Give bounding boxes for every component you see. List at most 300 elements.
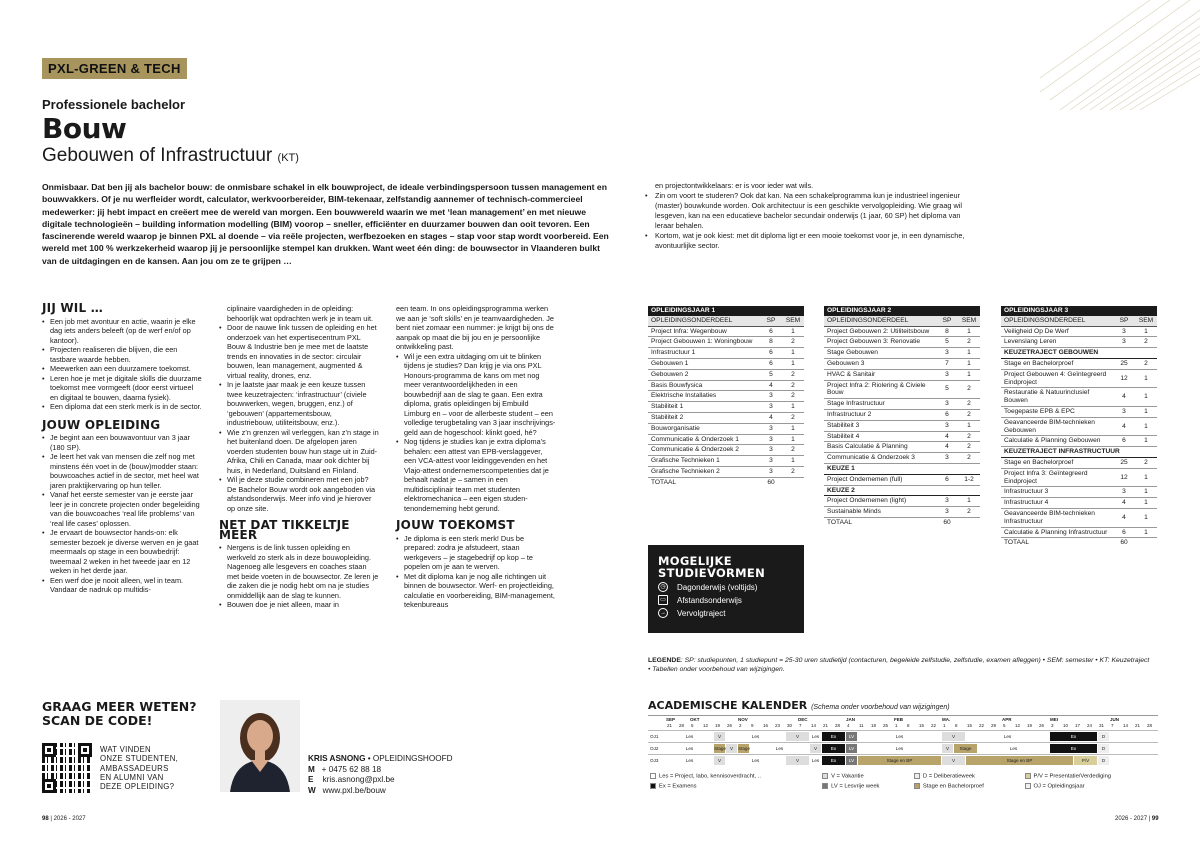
legend-item — [1023, 782, 1158, 792]
table-cell: SP — [760, 316, 782, 326]
table-row — [1001, 468, 1157, 487]
table-row — [824, 337, 980, 348]
table-cell: 4 — [760, 412, 782, 423]
table-cell: 1 — [1135, 388, 1157, 407]
table-cell: 2 — [958, 507, 980, 518]
category-tag: PXL-GREEN & TECH — [42, 58, 187, 79]
table-row — [824, 442, 980, 453]
table-cell: 6 — [1113, 436, 1135, 447]
table-cell: 6 — [1113, 527, 1135, 538]
calendar-day: 30 — [787, 723, 793, 728]
table-cell: 1 — [1135, 487, 1157, 498]
section-heading: JIJ WIL … — [42, 301, 103, 315]
screen-icon: ▭ — [658, 595, 668, 605]
table-cell: 5 — [760, 369, 782, 380]
table-section-row — [1001, 348, 1157, 359]
calendar-day: 22 — [979, 723, 985, 728]
calendar-block: Les — [811, 758, 820, 763]
table-row — [1001, 388, 1157, 407]
calendar-block: D — [1098, 756, 1109, 765]
table-cell: SEM — [1135, 316, 1157, 326]
table-row — [1001, 326, 1157, 337]
calendar-row-label: OJ1 — [650, 734, 659, 739]
calendar-day: 1 — [943, 723, 946, 728]
table-cell: 3 — [1113, 406, 1135, 417]
table-cell: TOTAAL — [824, 517, 936, 527]
table-cell: KEUZETRAJECT GEBOUWEN — [1001, 348, 1157, 359]
calendar-block: Les — [726, 756, 785, 765]
table-row — [1001, 508, 1157, 527]
legend-swatch — [1025, 773, 1031, 779]
calendar-row-label: OJ2 — [650, 746, 659, 751]
calendar-block: V — [786, 732, 809, 741]
arrow-icon: → — [660, 610, 666, 616]
calendar-block: V — [714, 732, 725, 741]
legend-item — [820, 782, 912, 792]
table-row — [648, 456, 804, 467]
calendar-block: V — [786, 756, 809, 765]
table-cell: Project Gebouwen 4: Geïntegreerd Eindproject — [1001, 369, 1113, 388]
table-cell: 3 — [760, 402, 782, 413]
table-cell: Elektrische Installaties — [648, 391, 760, 402]
table-row — [1001, 457, 1157, 468]
table-cell: 3 — [936, 453, 958, 464]
calendar-block: V — [942, 744, 953, 753]
table-year-2 — [824, 306, 980, 528]
calendar-day: 2 — [739, 723, 742, 728]
table-cell: Project Gebouwen 3: Renovatie — [824, 337, 936, 348]
calendar-day: 28 — [835, 723, 841, 728]
legend-swatch — [914, 773, 920, 779]
table-cell: 4 — [936, 431, 958, 442]
calendar-day: 14 — [1123, 723, 1129, 728]
legend-swatch — [822, 783, 828, 789]
calendar-block: Les — [966, 732, 1049, 741]
legend-swatch — [822, 773, 828, 779]
table-row — [1001, 406, 1157, 417]
table-cell: 3 — [936, 420, 958, 431]
table-cell: Gebouwen 3 — [824, 358, 936, 369]
table-cell: 2 — [782, 445, 804, 456]
table-cell: 2 — [958, 399, 980, 410]
website-link[interactable]: www.pxl.be/bouw — [322, 786, 386, 796]
legend-row — [648, 772, 1158, 782]
table-section-row — [1001, 447, 1157, 458]
table-cell: Geavanceerde BIM-technieken Gebouwen — [1001, 417, 1113, 436]
table-row — [648, 326, 804, 337]
table-cell: 2 — [782, 391, 804, 402]
table-title-row — [1001, 306, 1157, 316]
studievorm-item: → Vervolgtraject — [660, 608, 726, 618]
table-title: OPLEIDINGSJAAR 1 — [648, 306, 804, 316]
table-cell: 60 — [1113, 538, 1135, 548]
table-cell: 3 — [936, 348, 958, 359]
calendar-day: 28 — [679, 723, 685, 728]
table-cell: TOTAAL — [1001, 538, 1113, 548]
calendar-month: SEP — [666, 717, 676, 722]
table-cell: Stage en Bachelorproef — [1001, 358, 1113, 369]
table-cell: Infrastructuur 1 — [648, 348, 760, 359]
table-row — [824, 431, 980, 442]
table-cell: 1 — [1135, 436, 1157, 447]
table-cell: Gebouwen 1 — [648, 358, 760, 369]
table-row — [824, 474, 980, 485]
page-number-right: 2026 - 2027 | 99 — [1115, 816, 1159, 822]
table-row — [824, 507, 980, 518]
legend-swatch — [1025, 783, 1031, 789]
table-cell: 5 — [936, 380, 958, 399]
table-cell: Communicatie & Onderzoek 1 — [648, 434, 760, 445]
table-cell: 2 — [958, 337, 980, 348]
table-cell: 25 — [1113, 457, 1135, 468]
calendar-month: JUN — [1110, 717, 1120, 722]
table-cell: 3 — [1113, 326, 1135, 337]
table-row — [824, 453, 980, 464]
table-row — [648, 316, 804, 326]
calendar-month: APR — [1002, 717, 1012, 722]
table-cell: SP — [936, 316, 958, 326]
table-cell: 6 — [936, 409, 958, 420]
table-cell: OPLEIDINGSONDERDEEL — [648, 316, 760, 326]
studievorm-item: ◷ Dagonderwijs (voltijds) — [658, 582, 794, 592]
table-cell: 3 — [760, 423, 782, 434]
calendar-block: Ex — [822, 732, 845, 741]
table-row — [824, 358, 980, 369]
calendar-block: Les — [750, 744, 809, 753]
table-cell: Stage Infrastructuur — [824, 399, 936, 410]
calendar-day: 29 — [991, 723, 997, 728]
table-cell: Project Infra: Wegenbouw — [648, 326, 760, 337]
calendar-day: 12 — [703, 723, 709, 728]
calendar-block: Ex — [1050, 732, 1097, 741]
decorative-lines — [1040, 0, 1200, 110]
table-cell: Project Ondernemen (light) — [824, 496, 936, 507]
email-link[interactable]: kris.asnong@pxl.be — [322, 775, 395, 785]
calendar-block: Ex — [822, 744, 845, 753]
calendar-block: Stage — [738, 746, 751, 751]
table-cell: Project Infra 3: Geïntegreerd Eindproject — [1001, 468, 1113, 487]
table-row — [648, 391, 804, 402]
legend-swatch — [650, 773, 656, 779]
table-cell: KEUZE 1 — [824, 463, 980, 474]
table-cell: 2 — [958, 453, 980, 464]
table-row — [648, 434, 804, 445]
table-row — [648, 348, 804, 359]
clock-icon: ◷ — [658, 582, 668, 592]
calendar-block: Les — [666, 744, 713, 753]
table-cell: 2 — [958, 431, 980, 442]
calendar-day: 1 — [895, 723, 898, 728]
table-cell: Levenslang Leren — [1001, 337, 1113, 348]
calendar-day: 31 — [1099, 723, 1105, 728]
page-title: Bouw — [42, 112, 127, 145]
table-cell: 1 — [782, 402, 804, 413]
calendar-block: Ex — [822, 756, 845, 765]
table-cell: 60 — [936, 517, 958, 527]
legend-label: Stage en Bachelorproef — [922, 783, 984, 790]
table-cell: Project Gebouwen 2: Utiliteitsbouw — [824, 326, 936, 337]
table-row — [1001, 436, 1157, 447]
table-row — [648, 380, 804, 391]
table-cell: 4 — [1113, 498, 1135, 509]
table-cell: 2 — [782, 466, 804, 477]
table-cell: 1 — [1135, 326, 1157, 337]
table-row — [648, 466, 804, 477]
qr-caption: WAT VINDEN ONZE STUDENTEN, AMBASSADEURS EN ALUMNI VAN DEZE OPLEIDING? — [100, 745, 179, 792]
table-cell: 6 — [760, 358, 782, 369]
table-cell: Calculatie & Planning Infrastructuur — [1001, 527, 1113, 538]
table-row — [824, 326, 980, 337]
table-row — [1001, 498, 1157, 509]
table-cell: Bouworganisatie — [648, 423, 760, 434]
table-cell — [958, 517, 980, 527]
contact-photo — [220, 700, 300, 792]
calendar-day: 24 — [1087, 723, 1093, 728]
column-2: ciplinaire vaardigheden in de opleiding: behoorlijk wat opdrachten werk je in team uit. • Door de nauwe link tussen de opleiding en het onderzoek van het expertisecentrum PXL Bouw & Industrie ben je mee met de laatste trends en innovaties in de sector: circulair bouwen, lean management, augmented & virtual reality, drones, enz. • In je laatste jaar maak je een keuze tussen twee keuzetrajecten: ‘infrastructuur’ (civiele bouwwerken, wegen, bruggen, enz.) of ‘gebouwen’ (appartementsbouw, industriebouw, utiliteitsbouw, enz.). • Wie z’n grenzen wil verleggen, kan z’n stage in het buitenland doen. De afgelopen jaren voerden studenten bouw hun stage uit in Zuid-Afrika, Chili en Canada, maar ook dichter bij huis, in Nederland, Duitsland en Finland. • Wil je deze studie combineren met een job? De Bachelor Bouw wordt ook aangeboden via afstandsonderwijs. Meer info vind je hierover op onze site. NET DAT TIKKELTJE MEER • Nergens is de link tussen opleiding en werkveld zo sterk als in deze bouwopleiding. Nagenoeg alle lesgevers en coaches staan met beide voeten in de bouwsector. Ze leren je die zaken die je nodig hebt om na je studies onmiddellijk aan de slag te kunnen. • Bouwen doe je niet alleen, maar in — [219, 304, 379, 610]
table-cell: OPLEIDINGSONDERDEEL — [824, 316, 936, 326]
table-cell: 5 — [936, 337, 958, 348]
table-cell: 1 — [958, 348, 980, 359]
table-cell: Project Gebouwen 1: Woningbouw — [648, 337, 760, 348]
table-cell: KEUZE 2 — [824, 485, 980, 496]
table-cell: 1 — [1135, 527, 1157, 538]
calendar-day: 5 — [691, 723, 694, 728]
table-cell: 2 — [958, 380, 980, 399]
calendar-block: LV — [846, 756, 857, 765]
table-cell: Project Ondernemen (full) — [824, 474, 936, 485]
table-cell: 4 — [936, 442, 958, 453]
calendar-day: 22 — [931, 723, 937, 728]
table-row — [824, 316, 980, 326]
table-row — [648, 358, 804, 369]
table-row — [824, 517, 980, 527]
calendar-day: 19 — [1027, 723, 1033, 728]
table-cell: Stabiliteit 2 — [648, 412, 760, 423]
calendar-legend — [648, 772, 1158, 793]
calendar-day: 4 — [847, 723, 850, 728]
table-cell: 2 — [958, 442, 980, 453]
calendar-month: DEC — [798, 717, 808, 722]
table-row — [824, 409, 980, 420]
table-cell: 2 — [782, 369, 804, 380]
table-cell: 1 — [782, 326, 804, 337]
table-cell: 1 — [958, 496, 980, 507]
table-cell: 3 — [760, 466, 782, 477]
table-row — [824, 380, 980, 399]
table-row — [648, 477, 804, 487]
legend-item — [912, 772, 1023, 782]
table-cell: 2 — [1135, 358, 1157, 369]
calendar-block: V — [942, 732, 965, 741]
calendar-block: LV — [846, 744, 857, 753]
table-cell: 1 — [958, 326, 980, 337]
legend-label: LV = Lesvrije week — [831, 783, 880, 790]
table-title-row — [824, 306, 980, 316]
table-cell: 4 — [1113, 417, 1135, 436]
legend-label: Ex = Examens — [659, 783, 697, 790]
calendar-block: Les — [978, 744, 1049, 753]
table-cell: SP — [1113, 316, 1135, 326]
calendar-day: 10 — [1063, 723, 1069, 728]
calendar-day: 9 — [751, 723, 754, 728]
table-cell: 3 — [936, 369, 958, 380]
calendar-day: 15 — [967, 723, 973, 728]
table-year-3 — [1001, 306, 1157, 548]
legend-item — [820, 772, 912, 782]
table-cell: Sustainable Minds — [824, 507, 936, 518]
table-cell: Stabiliteit 3 — [824, 420, 936, 431]
calendar-day: 25 — [883, 723, 889, 728]
legend-item — [912, 782, 1023, 792]
studievormen-box: MOGELIJKE STUDIEVORMEN ◷ Dagonderwijs (voltijds) ▭ Afstandsonderwijs → Vervolgtraject — [648, 545, 804, 633]
table-row — [1001, 316, 1157, 326]
table-year-1 — [648, 306, 804, 488]
table-cell: OPLEIDINGSONDERDEEL — [1001, 316, 1113, 326]
calendar-day: 5 — [1003, 723, 1006, 728]
calendar-month: FEB — [894, 717, 903, 722]
qr-finder — [78, 743, 92, 757]
calendar-block: Stage en BP — [858, 756, 941, 765]
calendar-block: Les — [811, 734, 820, 739]
table-cell: 3 — [936, 507, 958, 518]
table-row — [824, 399, 980, 410]
calendar-month: OKT — [690, 717, 700, 722]
section-heading: JOUW TOEKOMST — [396, 518, 515, 532]
table-cell: 1 — [958, 358, 980, 369]
calendar-block: Les — [726, 732, 785, 741]
table-cell: 3 — [936, 496, 958, 507]
table-cell: Gebouwen 2 — [648, 369, 760, 380]
table-row — [824, 496, 980, 507]
table-cell: 1 — [782, 434, 804, 445]
calendar-day: 7 — [799, 723, 802, 728]
table-cell: Infrastructuur 3 — [1001, 487, 1113, 498]
table-cell: 1 — [958, 369, 980, 380]
calendar-day: 18 — [871, 723, 877, 728]
table-cell: Calculatie & Planning Gebouwen — [1001, 436, 1113, 447]
intro-continued: en projectontwikkelaars: er is voor ieder wat wils. • Zin om voort te studeren? Ook dat kan. Na een schakelprogramma kun je industrieel ingenieur (master) bouwkunde worden. Ook architectuur is een geschikte vervolgopleiding. Wie graag wil lesgeven, kan na een educatieve bachelor secundair onderwijs (1 jaar, 60 SP) het diploma van leraar behalen. • Kortom, wat je ook kiest: met dit diploma ligt er een mooie toekomst voor je, in een dynamische, avontuurlijke sector. — [645, 181, 975, 251]
table-cell: 3 — [760, 391, 782, 402]
table-row — [824, 420, 980, 431]
table-cell: 1 — [958, 420, 980, 431]
calendar-block: Les — [858, 744, 941, 753]
table-cell: Stage en Bachelorproef — [1001, 457, 1113, 468]
table-cell: 7 — [936, 358, 958, 369]
table-cell: 25 — [1113, 358, 1135, 369]
table-cell: Grafische Technieken 1 — [648, 456, 760, 467]
legend-swatch — [914, 783, 920, 789]
calendar-row — [648, 754, 1158, 766]
table-cell: 3 — [760, 445, 782, 456]
table-row — [648, 369, 804, 380]
column-1 — [42, 301, 202, 595]
table-cell: Communicatie & Onderzoek 3 — [824, 453, 936, 464]
table-row — [648, 445, 804, 456]
table-cell — [782, 477, 804, 487]
page-number-left: 98 | 2026 - 2027 — [42, 816, 86, 822]
table-row — [648, 402, 804, 413]
calendar-month: MA. — [942, 717, 951, 722]
table-cell: TOTAAL — [648, 477, 760, 487]
calendar-block: V — [810, 744, 821, 753]
table-cell: 2 — [782, 337, 804, 348]
page-subtitle: Gebouwen of Infrastructuur (KT) — [42, 145, 299, 166]
contact-info: KRIS ASNONG • OPLEIDINGSHOOFD M + 0475 62 88 18 E kris.asnong@pxl.be W www.pxl.be/bouw — [308, 754, 453, 796]
calendar-day: 14 — [811, 723, 817, 728]
column-3: een team. In ons opleidingsprogramma werken we aan je ‘soft skills’ en je teamvaardigheden. Je bent niet zomaar een nummer: je krijgt bij ons de aanpak op maat die bij jou en je persoonlijke ontwikkeling past. • Wil je een extra uitdaging om uit te blinken tijdens je studies? Dan krijg je via ons PXL Honours-programma de kans om met nog meer verantwoordelijkheden in een bouwbedrijf aan de slag te gaan. Een extra diploma, gratis opleidingen bij Embuild Limburg en – voor de allerbeste student – een volledige terugbetaling van 3 jaar inschrijvingsgeld aan de hogeschool: klinkt goed, hé? • Nog tijdens je studies kan je extra diploma’s behalen: een attest van EPB-verslaggever, een VCA-attest voor leidinggevenden en het Vlajo-attest ondernemerscompetenties dat je behaalt nadat je – samen in een multidisciplinair team met studenten elektromechanica – een eigen studentenonderneming hebt gerund. JOUW TOEKOMST • Je diploma is een sterk merk! Dus be prepared: zodra je afstudeert, staan werkgevers – je stagebedrijf op kop – te popelen om je aan te werven. • Met dit diploma kan je nog alle richtingen uit binnen de bouwsector. Werf- en projectleiding, calculatie en voorbereiding, BIM-management, tekenbureaus — [396, 304, 556, 610]
calendar-day: 16 — [763, 723, 769, 728]
table-cell: 1 — [1135, 498, 1157, 509]
section-heading: NET DAT TIKKELTJE MEER — [219, 518, 350, 542]
table-cell: Infrastructuur 4 — [1001, 498, 1113, 509]
table-cell: Geavanceerde BIM-technieken Infrastructuur — [1001, 508, 1113, 527]
calendar-day: 21 — [1135, 723, 1141, 728]
legend-label: Les = Project, labo, kennisoverdracht, .. — [659, 773, 761, 780]
calendar-day: 8 — [907, 723, 910, 728]
table-row — [1001, 538, 1157, 548]
calendar-block: D — [1098, 744, 1109, 753]
table-legend: LEGENDE: SP: studiepunten, 1 studiepunt = 25-30 uren studietijd (contacturen, begeleide zelfstudie, zelfstudie, examen afleggen) • SEM: semester • KT: Keuzetraject • Tabellen onder voorbehoud van wijzigingen. — [648, 657, 1150, 673]
table-cell: 1 — [1135, 417, 1157, 436]
table-cell: Stage Gebouwen — [824, 348, 936, 359]
table-cell: 3 — [760, 456, 782, 467]
calendar-day: 11 — [859, 723, 864, 728]
calendar-row-label: OJ3 — [650, 758, 659, 763]
table-cell: Veiligheid Op De Werf — [1001, 326, 1113, 337]
legend-label: V = Vakantie — [831, 773, 864, 780]
table-cell: 60 — [760, 477, 782, 487]
qr-finder — [42, 743, 56, 757]
calendar-title: ACADEMISCHE KALENDER (Schema onder voorbehoud van wijzigingen) — [648, 699, 950, 712]
calendar-month: JAN — [846, 717, 856, 722]
table-cell: Restauratie & Natuurinclusief Bouwen — [1001, 388, 1113, 407]
wil-list: • Een job met avontuur en actie, waarin je elke dag iets anders beleeft (op de werf en/of op kantoor). • Projecten realiseren die blijven, die een tastbare waarde hebben. • Meewerken aan een duurzamere toekomst. • Leren hoe je met je digitale skills die duurzame toekomst mee vormgeeft (door eerst virtueel en digitaal te bouwen, daarna fysiek). • Een diploma dat een sterk merk is in de sector. — [42, 317, 202, 412]
table-cell: 2 — [958, 409, 980, 420]
table-cell: Infrastructuur 2 — [824, 409, 936, 420]
table-row — [1001, 358, 1157, 369]
calendar-day: 7 — [1111, 723, 1114, 728]
table-cell: 1 — [1135, 468, 1157, 487]
calendar-block: Les — [858, 732, 941, 741]
table-cell: KEUZETRAJECT INFRASTRUCTUUR — [1001, 447, 1157, 458]
table-row — [648, 412, 804, 423]
calendar-block: Ex — [1050, 744, 1097, 753]
legend-label: OJ = Opleidingsjaar — [1033, 783, 1085, 790]
legend-item — [1023, 772, 1158, 782]
calendar-block: V — [714, 756, 725, 765]
table-cell: Project Infra 2: Riolering & Civiele Bouw — [824, 380, 936, 399]
legend-item — [648, 782, 820, 792]
table-cell: 4 — [1113, 508, 1135, 527]
calendar-block: Stage en BP — [966, 756, 1073, 765]
calendar-block: Les — [666, 732, 713, 741]
table-cell: 3 — [936, 399, 958, 410]
table-cell: Communicatie & Onderzoek 2 — [648, 445, 760, 456]
table-section-row — [824, 485, 980, 496]
table-cell: 2 — [1135, 337, 1157, 348]
table-cell: 3 — [1113, 487, 1135, 498]
calendar-row — [648, 742, 1158, 754]
calendar-day: 23 — [775, 723, 781, 728]
calendar-day: 26 — [727, 723, 733, 728]
calendar-day: 17 — [1075, 723, 1081, 728]
table-cell: 1-2 — [958, 474, 980, 485]
table-row — [648, 423, 804, 434]
studievorm-item: ▭ Afstandsonderwijs — [658, 595, 794, 605]
table-cell: 6 — [760, 348, 782, 359]
table-cell: 1 — [782, 423, 804, 434]
table-cell: SEM — [958, 316, 980, 326]
